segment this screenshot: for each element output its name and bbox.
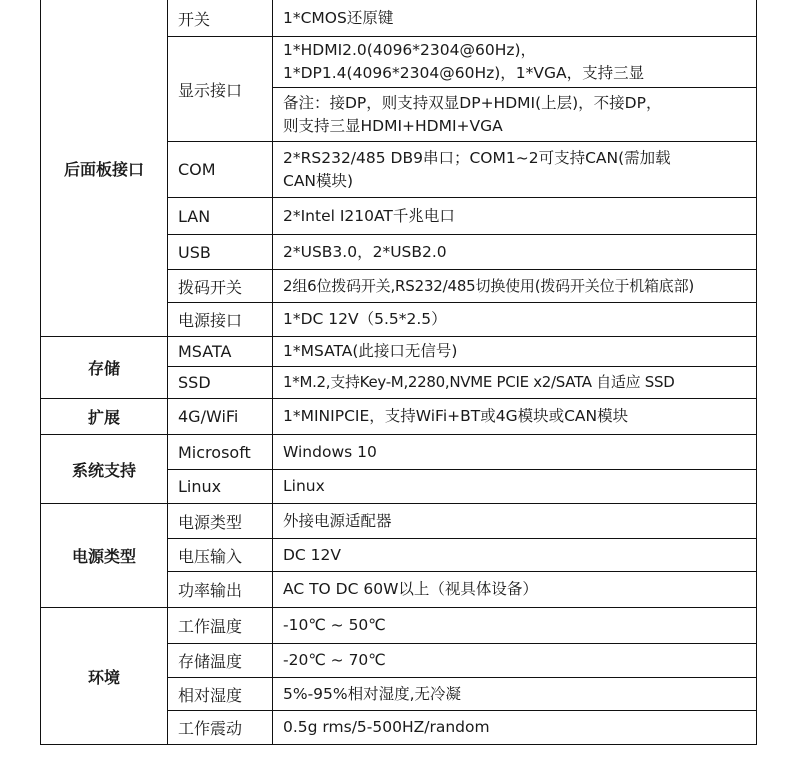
item-cell: LAN	[168, 198, 273, 235]
item-cell: MSATA	[168, 337, 273, 367]
value-cell: 1*DC 12V（5.5*2.5）	[273, 303, 757, 337]
spec-table	[40, 0, 757, 745]
value-cell: 5%-95%相对湿度,无冷凝	[273, 678, 757, 711]
category-cell: 电源类型	[41, 504, 168, 608]
item-cell: USB	[168, 235, 273, 270]
item-cell: 开关	[168, 0, 273, 37]
value-cell: 1*MSATA(此接口无信号)	[273, 337, 757, 367]
item-cell: COM	[168, 142, 273, 198]
value-cell: -20℃ ~ 70℃	[273, 644, 757, 678]
table-row	[41, 608, 757, 644]
item-cell: 工作震动	[168, 711, 273, 745]
value-cell: 1*CMOS还原键	[273, 0, 757, 37]
item-cell: 电压输入	[168, 539, 273, 572]
value-cell: Linux	[273, 470, 757, 504]
value-cell: AC TO DC 60W以上（视具体设备）	[273, 572, 757, 608]
value-cell: 2组6位拨码开关,RS232/485切换使用(拨码开关位于机箱底部)	[273, 270, 757, 303]
value-cell: DC 12V	[273, 539, 757, 572]
table-row	[41, 337, 757, 367]
value-cell: 0.5g rms/5-500HZ/random	[273, 711, 757, 745]
table-row	[41, 0, 757, 37]
category-cell: 系统支持	[41, 435, 168, 504]
value-cell: -10℃ ~ 50℃	[273, 608, 757, 644]
value-cell: 外接电源适配器	[273, 504, 757, 539]
item-cell: Microsoft	[168, 435, 273, 470]
value-cell: 2*RS232/485 DB9串口；COM1~2可支持CAN(需加载 CAN模块)	[273, 142, 757, 198]
value-cell: 1*MINIPCIE，支持WiFi+BT或4G模块或CAN模块	[273, 399, 757, 435]
category-cell: 后面板接口	[41, 0, 168, 337]
item-cell: 显示接口	[168, 37, 273, 142]
table-row	[41, 399, 757, 435]
item-cell: SSD	[168, 367, 273, 399]
item-cell: 4G/WiFi	[168, 399, 273, 435]
value-cell: Windows 10	[273, 435, 757, 470]
item-cell: 电源类型	[168, 504, 273, 539]
value-cell: 1*HDMI2.0(4096*2304@60Hz)， 1*DP1.4(4096*2304@60Hz)，1*VGA，支持三显	[273, 37, 757, 88]
item-cell: 拨码开关	[168, 270, 273, 303]
item-cell: Linux	[168, 470, 273, 504]
table-row	[41, 504, 757, 539]
value-cell: 备注：接DP，则支持双显DP+HDMI(上层)，不接DP， 则支持三显HDMI+HDMI+VGA	[273, 88, 757, 142]
category-cell: 扩展	[41, 399, 168, 435]
table-row	[41, 435, 757, 470]
item-cell: 工作温度	[168, 608, 273, 644]
value-cell: 2*Intel I210AT千兆电口	[273, 198, 757, 235]
category-cell: 环境	[41, 608, 168, 745]
item-cell: 相对湿度	[168, 678, 273, 711]
item-cell: 电源接口	[168, 303, 273, 337]
value-cell: 2*USB3.0，2*USB2.0	[273, 235, 757, 270]
value-cell: 1*M.2,支持Key-M,2280,NVME PCIE x2/SATA 自适应 SSD	[273, 367, 757, 399]
item-cell: 功率输出	[168, 572, 273, 608]
category-cell: 存储	[41, 337, 168, 399]
item-cell: 存储温度	[168, 644, 273, 678]
